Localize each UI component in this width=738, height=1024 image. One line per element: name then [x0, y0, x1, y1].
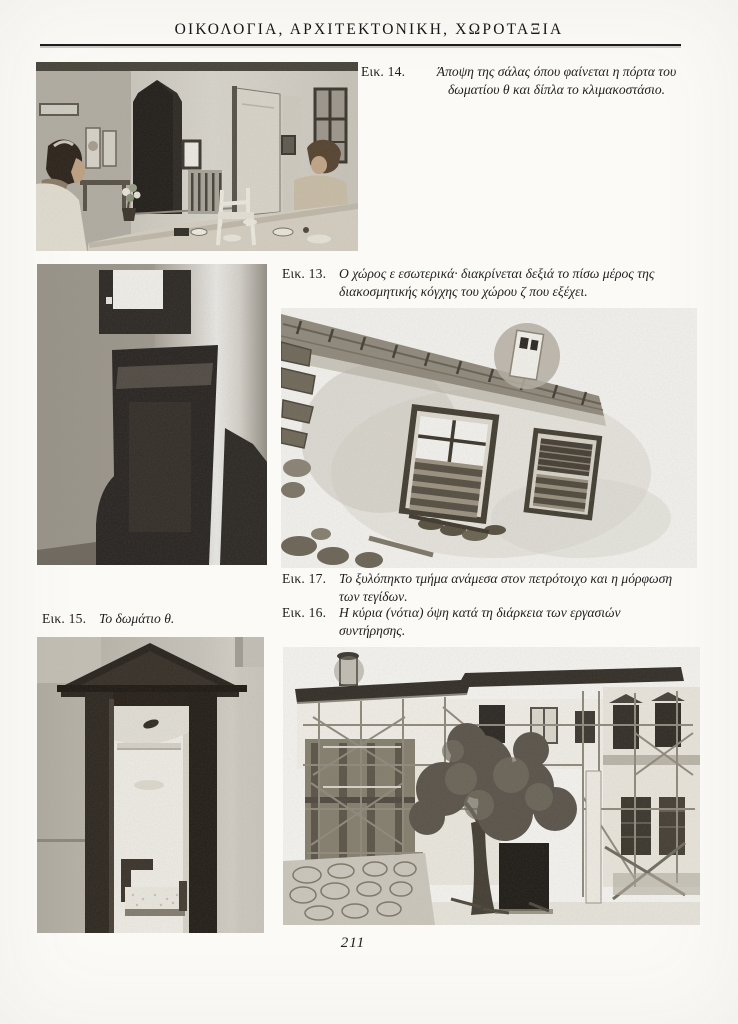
page-number: 211	[340, 935, 366, 951]
figure-14-caption-label: Εικ. 14.	[361, 64, 406, 79]
figure-17-photo	[281, 308, 697, 568]
figure-15-caption-label: Εικ. 15.	[42, 611, 87, 626]
figure-16-illustration	[283, 647, 700, 925]
figure-16-photo	[283, 647, 700, 925]
header-rule	[40, 44, 681, 46]
figure-14-caption	[361, 63, 695, 98]
figure-16-caption	[282, 604, 686, 639]
figure-17-caption	[282, 570, 686, 605]
figure-16-caption-label: Εικ. 16.	[282, 605, 327, 620]
figure-14-photo	[36, 62, 358, 251]
figure-14-illustration	[36, 62, 358, 251]
figure-17-caption-label: Εικ. 17.	[282, 571, 327, 586]
figure-15-caption-text: Το δωμάτιο θ.	[99, 611, 175, 626]
figure-14-caption-text: Άποψη της σάλας όπου φαίνεται η πόρτα του δωματίου θ και δίπλα το κλιμακοστάσιο.	[436, 64, 677, 97]
figure-13-caption	[282, 265, 686, 300]
figure-17-illustration	[281, 308, 697, 568]
figure-16-caption-text: Η κύρια (νότια) όψη κατά τη διάρκεια των εργασιών συντήρησης.	[339, 605, 621, 638]
figure-13-caption-label: Εικ. 13.	[282, 266, 327, 281]
figure-13-photo	[37, 264, 267, 565]
figure-15-illustration	[37, 637, 264, 933]
figure-15-caption	[42, 610, 272, 628]
figure-15-photo	[37, 637, 264, 933]
figure-17-caption-text: Το ξυλόπηκτο τμήμα ανάμεσα στον πετρότοιχο και η μόρφωση των τεγίδων.	[339, 571, 673, 604]
page-header-title: ΟΙΚΟΛΟΓΙΑ, ΑΡΧΙΤΕΚΤΟΝΙΚΗ, ΧΩΡΟΤΑΞΙΑ	[174, 21, 564, 38]
figure-13-caption-text: Ο χώρος ε εσωτερικά· διακρίνεται δεξιά το πίσω μέρος της διακοσμητικής κόγχης του χώρου ζ που εξέχει.	[339, 266, 655, 299]
figure-13-illustration	[37, 264, 267, 565]
